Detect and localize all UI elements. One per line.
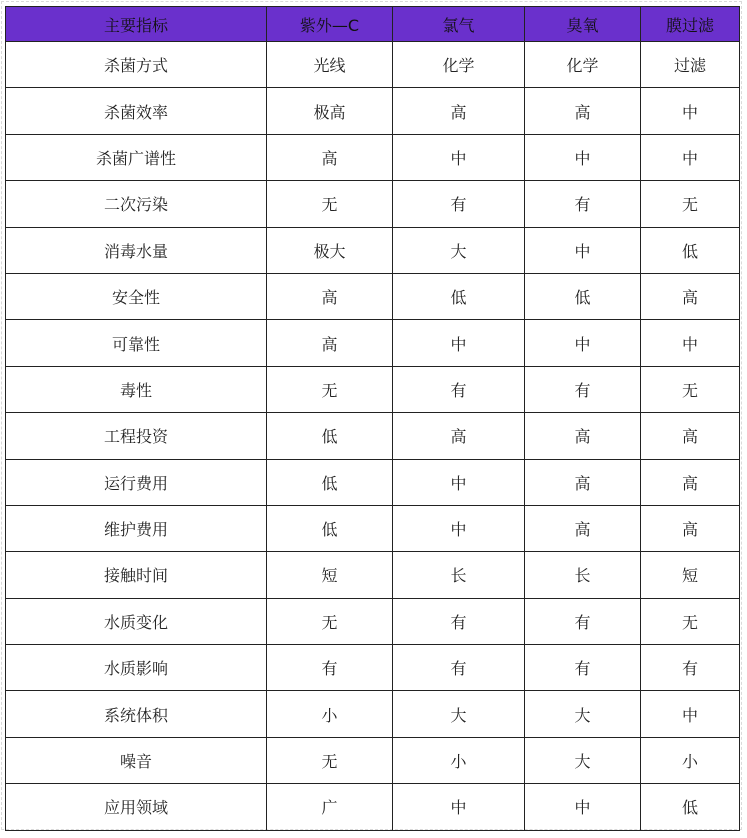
cell-ozone: 高 [525,88,641,134]
cell-ozone: 有 [525,181,641,227]
header-indicator: 主要指标 [6,7,267,42]
cell-chlorine: 化学 [393,42,525,88]
row-label: 维护费用 [6,505,267,551]
cell-ozone: 化学 [525,42,641,88]
table-row [6,459,740,505]
header-uvc: 紫外—C [267,7,393,42]
table-row [6,227,740,273]
row-label: 可靠性 [6,320,267,366]
cell-uvc: 高 [267,134,393,180]
header-row [6,7,740,42]
row-label: 安全性 [6,273,267,319]
table-row [6,366,740,412]
table-row [6,273,740,319]
cell-membrane: 高 [641,459,740,505]
cell-ozone: 长 [525,552,641,598]
cell-uvc: 高 [267,320,393,366]
table-row [6,88,740,134]
table-row [6,181,740,227]
cell-uvc: 极大 [267,227,393,273]
cell-chlorine: 有 [393,645,525,691]
row-label: 运行费用 [6,459,267,505]
cell-ozone: 高 [525,505,641,551]
cell-membrane: 中 [641,691,740,737]
table-body [6,42,740,831]
row-label: 杀菌广谱性 [6,134,267,180]
cell-chlorine: 有 [393,366,525,412]
cell-membrane: 无 [641,598,740,644]
row-label: 水质变化 [6,598,267,644]
cell-uvc: 无 [267,737,393,783]
cell-uvc: 无 [267,181,393,227]
cell-chlorine: 中 [393,134,525,180]
table-row [6,691,740,737]
cell-uvc: 短 [267,552,393,598]
cell-membrane: 小 [641,737,740,783]
row-label: 杀菌效率 [6,88,267,134]
table-row [6,645,740,691]
cell-chlorine: 高 [393,413,525,459]
row-label: 二次污染 [6,181,267,227]
cell-ozone: 中 [525,320,641,366]
cell-chlorine: 长 [393,552,525,598]
cell-chlorine: 小 [393,737,525,783]
table-row [6,784,740,830]
table-row [6,737,740,783]
cell-ozone: 高 [525,459,641,505]
header-ozone: 臭氧 [525,7,641,42]
table-header [6,7,740,42]
cell-membrane: 有 [641,645,740,691]
row-label: 毒性 [6,366,267,412]
disinfection-comparison-table [5,6,740,831]
cell-uvc: 无 [267,598,393,644]
cell-chlorine: 中 [393,505,525,551]
cell-ozone: 有 [525,598,641,644]
row-label: 杀菌方式 [6,42,267,88]
cell-uvc: 低 [267,505,393,551]
cell-membrane: 短 [641,552,740,598]
cell-membrane: 无 [641,366,740,412]
cell-ozone: 有 [525,366,641,412]
cell-chlorine: 大 [393,227,525,273]
header-membrane: 膜过滤 [641,7,740,42]
cell-uvc: 广 [267,784,393,830]
cell-ozone: 中 [525,134,641,180]
cell-membrane: 低 [641,784,740,830]
table-row [6,552,740,598]
cell-membrane: 中 [641,134,740,180]
cell-chlorine: 高 [393,88,525,134]
cell-membrane: 过滤 [641,42,740,88]
cell-chlorine: 有 [393,181,525,227]
cell-chlorine: 中 [393,784,525,830]
cell-uvc: 高 [267,273,393,319]
table-row [6,320,740,366]
row-label: 接触时间 [6,552,267,598]
row-label: 应用领域 [6,784,267,830]
cell-membrane: 高 [641,273,740,319]
cell-uvc: 低 [267,413,393,459]
cell-membrane: 中 [641,320,740,366]
cell-membrane: 高 [641,505,740,551]
row-label: 水质影响 [6,645,267,691]
table-row [6,413,740,459]
cell-ozone: 中 [525,227,641,273]
cell-chlorine: 低 [393,273,525,319]
row-label: 噪音 [6,737,267,783]
cell-chlorine: 中 [393,320,525,366]
cell-uvc: 小 [267,691,393,737]
row-label: 消毒水量 [6,227,267,273]
cell-chlorine: 中 [393,459,525,505]
cell-uvc: 低 [267,459,393,505]
cell-uvc: 极高 [267,88,393,134]
cell-chlorine: 有 [393,598,525,644]
cell-uvc: 无 [267,366,393,412]
cell-ozone: 低 [525,273,641,319]
cell-uvc: 有 [267,645,393,691]
header-chlorine: 氯气 [393,7,525,42]
cell-ozone: 有 [525,645,641,691]
cell-ozone: 中 [525,784,641,830]
cell-ozone: 大 [525,691,641,737]
table-row [6,505,740,551]
cell-membrane: 低 [641,227,740,273]
table-row [6,134,740,180]
table-row [6,42,740,88]
cell-membrane: 中 [641,88,740,134]
cell-ozone: 大 [525,737,641,783]
table-row [6,598,740,644]
row-label: 工程投资 [6,413,267,459]
cell-membrane: 高 [641,413,740,459]
cell-membrane: 无 [641,181,740,227]
row-label: 系统体积 [6,691,267,737]
cell-ozone: 高 [525,413,641,459]
cell-uvc: 光线 [267,42,393,88]
cell-chlorine: 大 [393,691,525,737]
